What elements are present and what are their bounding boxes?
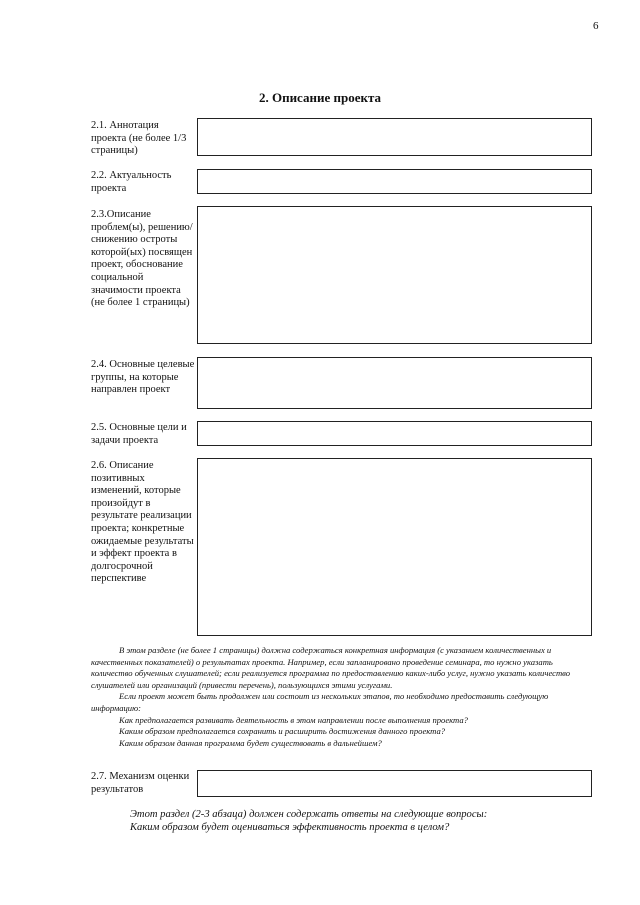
label-2-7: 2.7. Механизм оценки результатов bbox=[91, 771, 190, 795]
note-paragraph-2: Если проект может быть продолжен или состоит из нескольких этапов, то необходимо предоставить следующую информацию: bbox=[91, 691, 549, 713]
label-2-1: 2.1. Аннотация проекта (не более 1/3 страницы) bbox=[91, 120, 187, 157]
label-2-5: 2.5. Основные цели и задачи проекта bbox=[91, 422, 187, 446]
label-2-4: 2.4. Основные целевые группы, на которые направлен проект bbox=[91, 359, 195, 396]
page-number: 6 bbox=[593, 20, 599, 32]
instruction-note-2-7 bbox=[130, 808, 610, 834]
field-2-1-annotation[interactable] bbox=[197, 118, 592, 156]
label-2-2: 2.2. Актуальность проекта bbox=[91, 170, 172, 194]
label-2-6: 2.6. Описание позитивных изменений, которые произойдут в результате реализации проекта; конкретные ожидаемые результаты и эффект проекта в долгосрочной перспективе bbox=[91, 460, 194, 585]
field-2-4-target-groups[interactable] bbox=[197, 357, 592, 409]
field-2-3-problem-description[interactable] bbox=[197, 206, 592, 344]
note-2-7-line-1: Этот раздел (2-3 абзаца) должен содержать ответы на следующие вопросы: bbox=[130, 809, 488, 820]
note-question-2: Каким образом предполагается сохранить и расширить достижения данного проекта? bbox=[119, 726, 446, 737]
label-2-3: 2.3.Описание проблем(ы), решению/снижению остроты которой(ых) посвящен проект, обоснование социальной значимости проекта (не более 1 страницы) bbox=[91, 209, 193, 309]
note-paragraph-1: В этом разделе (не более 1 страницы) должна содержаться конкретная информация (с указанием количественных и качественных показателей) о результатах проекта. Например, если запланировано проведение семинара, то нужно указать количество обученных слушателей; если реализуется программа по предоставлению каких-либо услуг, нужно указать количество слушателей или организаций (привести перечень), пользующихся этими услугами. bbox=[91, 645, 571, 690]
field-2-6-positive-changes[interactable] bbox=[197, 458, 592, 636]
note-question-1: Как предполагается развивать деятельность в этом направлении после выполнения проекта? bbox=[119, 714, 468, 725]
note-2-7-line-2: Каким образом будет оцениваться эффективность проекта в целом? bbox=[130, 822, 450, 834]
field-2-7-evaluation-mechanism[interactable] bbox=[197, 770, 592, 797]
instruction-note-2-6 bbox=[91, 645, 596, 749]
section-title: 2. Описание проекта bbox=[258, 90, 382, 105]
field-2-5-goals[interactable] bbox=[197, 421, 592, 446]
field-2-2-relevance[interactable] bbox=[197, 169, 592, 194]
note-question-3: Каким образом данная программа будет существовать в дальнейшем? bbox=[119, 737, 382, 748]
